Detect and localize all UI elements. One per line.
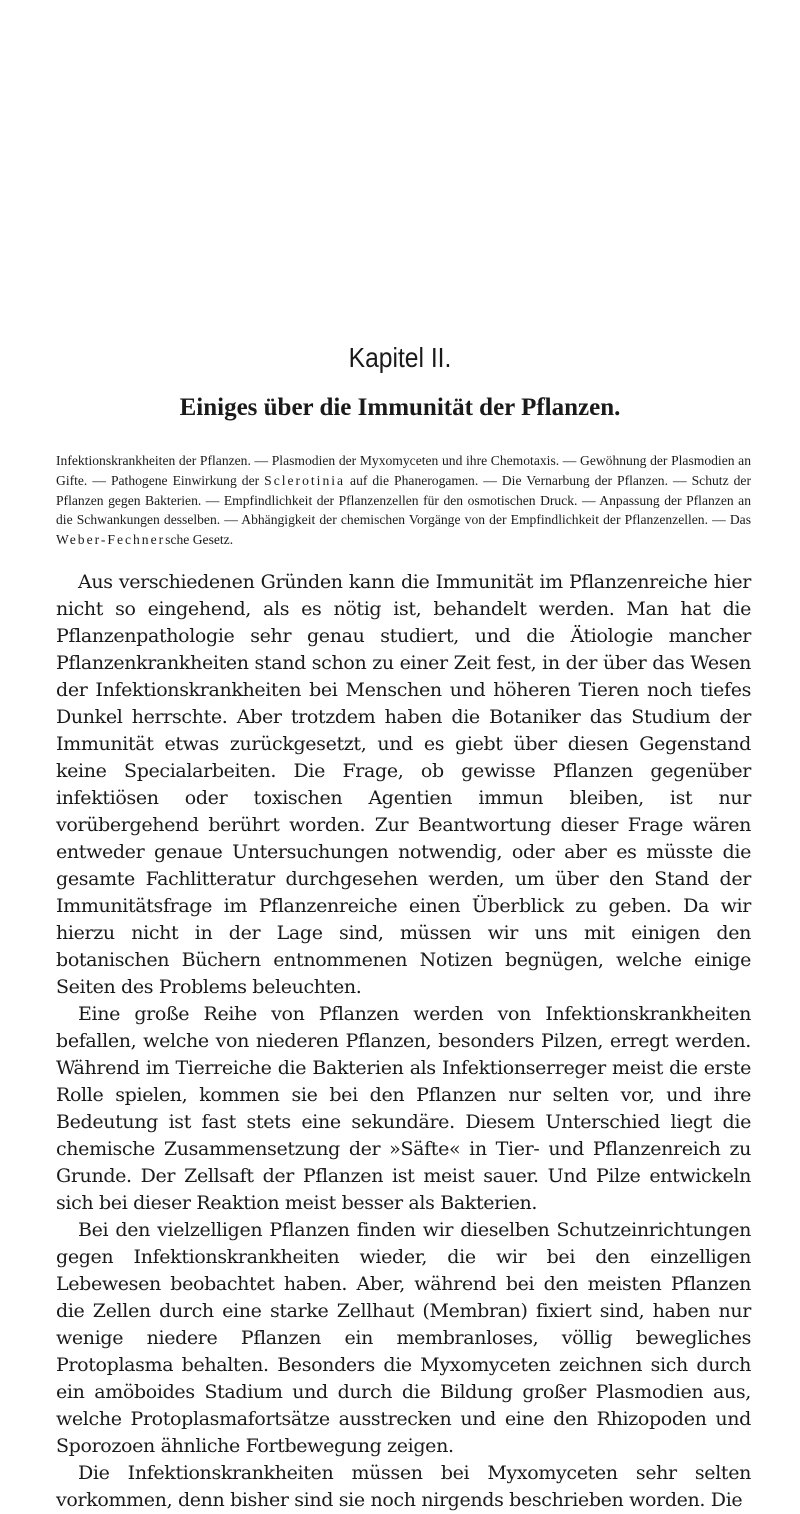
- paragraph: Die Infektionskrankheiten müssen bei Myxomyceten sehr selten vorkommen, denn bisher sind sie noch nirgends beschrieben worden. Die: [56, 1462, 751, 1511]
- paragraph: Aus verschiedenen Gründen kann die Immunität im Pflanzenreiche hier nicht so eingehend, als es nötig ist, behandelt werden. Man hat die Pflanzenpathologie sehr genau studiert, und die Ätiologie mancher Pflanzenkrankheiten stand schon zu einer Zeit fest, in der über das Wesen der Infektionskrankheiten bei Menschen und höheren Tieren noch tiefes Dunkel herrschte. Aber trotzdem haben die Botaniker das Studium der Immunität etwas zurückgesetzt, und es giebt über diesen Gegenstand keine Specialarbeiten. Die Frage, ob gewisse Pflanzen gegenüber infektiösen oder toxischen Agentien immun bleiben, ist nur vorübergehend berührt worden. Zur Beantwortung dieser Frage wären entweder genaue Untersuchungen notwendig, oder aber es müsste die gesamte Fachlitteratur durchgesehen werden, um über den Stand der Immunitätsfrage im Pflanzenreiche einen Überblick zu geben. Da wir hierzu nicht in der Lage sind, müssen wir uns mit einigen den botanischen Büchern entnommenen Notizen begnügen, welche einige Seiten des Problems beleuchten.: [56, 571, 751, 998]
- synopsis-part-3: sche Gesetz.: [165, 532, 234, 548]
- chapter-title: Einiges über die Immunität der Pflanzen.: [179, 394, 621, 421]
- synopsis-part-1: Infektionskrankheiten der Pflanzen. — Plasmodien der Myxomyceten und ihre Chemotaxis. — Gewöhnung der Plasmodien an Gifte. — Pathogene Einwirkung der: [56, 453, 751, 488]
- paragraph: Bei den vielzelligen Pflanzen finden wir dieselben Schutzeinrichtungen gegen Infektionskrankheiten wieder, die wir bei den einzelligen Lebewesen beobachtet haben. Aber, während bei den meisten Pflanzen die Zellen durch eine starke Zellhaut (Membran) fixiert sind, haben nur wenige niedere Pflanzen ein membranloses, völlig bewegliches Protoplasma behalten. Besonders die Myxomyceten zeichnen sich durch ein amöboides Stadium und durch die Bildung großer Plasmodien aus, welche Protoplasmafortsätze ausstrecken und eine den Rhizopoden und Sporozoen ähnliche Fortbewegung zeigen.: [56, 1219, 751, 1457]
- body-text: [56, 569, 751, 1514]
- synopsis-weber-fechner: Weber-Fechner: [56, 532, 166, 548]
- chapter-synopsis: [56, 451, 751, 550]
- synopsis-part-2: auf die Phanerogamen. — Die Vernarbung der Pflanzen. — Schutz der Pflanzen gegen Bakterien. — Empfindlichkeit der Pflanzenzellen für den osmotischen Druck. — Anpassung der Pflanzen an die Schwankungen desselben. — Abhängigkeit der chemischen Vorgänge von der Empfindlichkeit der Pflanzenzellen. — Das: [56, 472, 751, 528]
- paragraph: Eine große Reihe von Pflanzen werden von Infektionskrankheiten befallen, welche von niederen Pflanzen, besonders Pilzen, erregt werden. Während im Tierreiche die Bakterien als Infektionserreger meist die erste Rolle spielen, kommen sie bei den Pflanzen nur selten vor, und ihre Bedeutung ist fast stets eine sekundäre. Diesem Unterschied liegt die chemische Zusammensetzung der »Säfte« in Tier- und Pflanzenreich zu Grunde. Der Zellsaft der Pflanzen ist meist sauer. Und Pilze entwickeln sich bei dieser Reaktion meist besser als Bakterien.: [56, 1003, 751, 1214]
- chapter-label: Kapitel II.: [348, 342, 452, 373]
- synopsis-sclerotinia: Sclerotinia: [264, 472, 346, 488]
